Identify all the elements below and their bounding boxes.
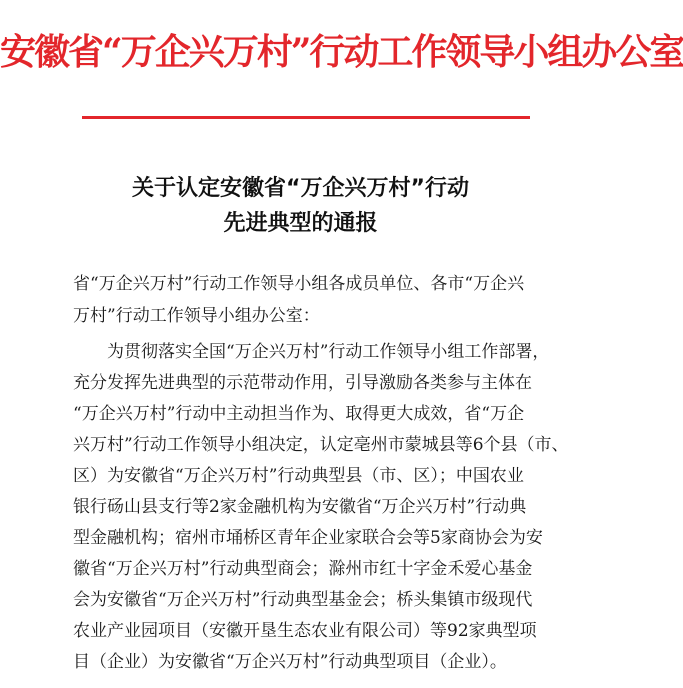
body-line: 充分发挥先进典型的示范带动作用，引导激励各类参与主体在: [73, 373, 532, 393]
body-line: 兴万村”行动工作领导小组决定，认定亳州市蒙城县等6个县（市、: [73, 435, 569, 455]
body-line: 徽省“万企兴万村”行动典型商会；滁州市红十字金禾爱心基金: [73, 559, 533, 579]
body-line: 会为安徽省“万企兴万村”行动典型基金会；桥头集镇市级现代: [73, 590, 533, 610]
body-line: 目（企业）为安徽省“万企兴万村”行动典型项目（企业）。: [73, 652, 507, 672]
recipients-line-2: 万村”行动工作领导小组办公室：: [73, 306, 320, 326]
body-line: 农业产业园项目（安徽开垦生态农业有限公司）等92家典型项: [73, 621, 537, 641]
body-line: 区）为安徽省“万企兴万村”行动典型县（市、区）；中国农业: [73, 466, 524, 486]
body-line: 银行砀山县支行等2家金融机构为安徽省“万企兴万村”行动典: [73, 497, 527, 517]
issuing-office-header: 安徽省“万企兴万村”行动工作领导小组办公室: [0, 31, 683, 73]
document-title-line-1: 关于认定安徽省“万企兴万村”行动: [132, 176, 469, 201]
header-red-rule: [82, 116, 530, 119]
body-line: 为贯彻落实全国“万企兴万村”行动工作领导小组工作部署，: [107, 342, 550, 362]
body-line: 型金融机构；宿州市埇桥区青年企业家联合会等5家商协会为安: [73, 528, 543, 548]
recipients-line-1: 省“万企兴万村”行动工作领导小组各成员单位、各市“万企兴: [73, 274, 525, 294]
document-title-line-2: 先进典型的通报: [223, 211, 378, 236]
body-line: “万企兴万村”行动中主动担当作为、取得更大成效，省“万企: [73, 404, 525, 424]
